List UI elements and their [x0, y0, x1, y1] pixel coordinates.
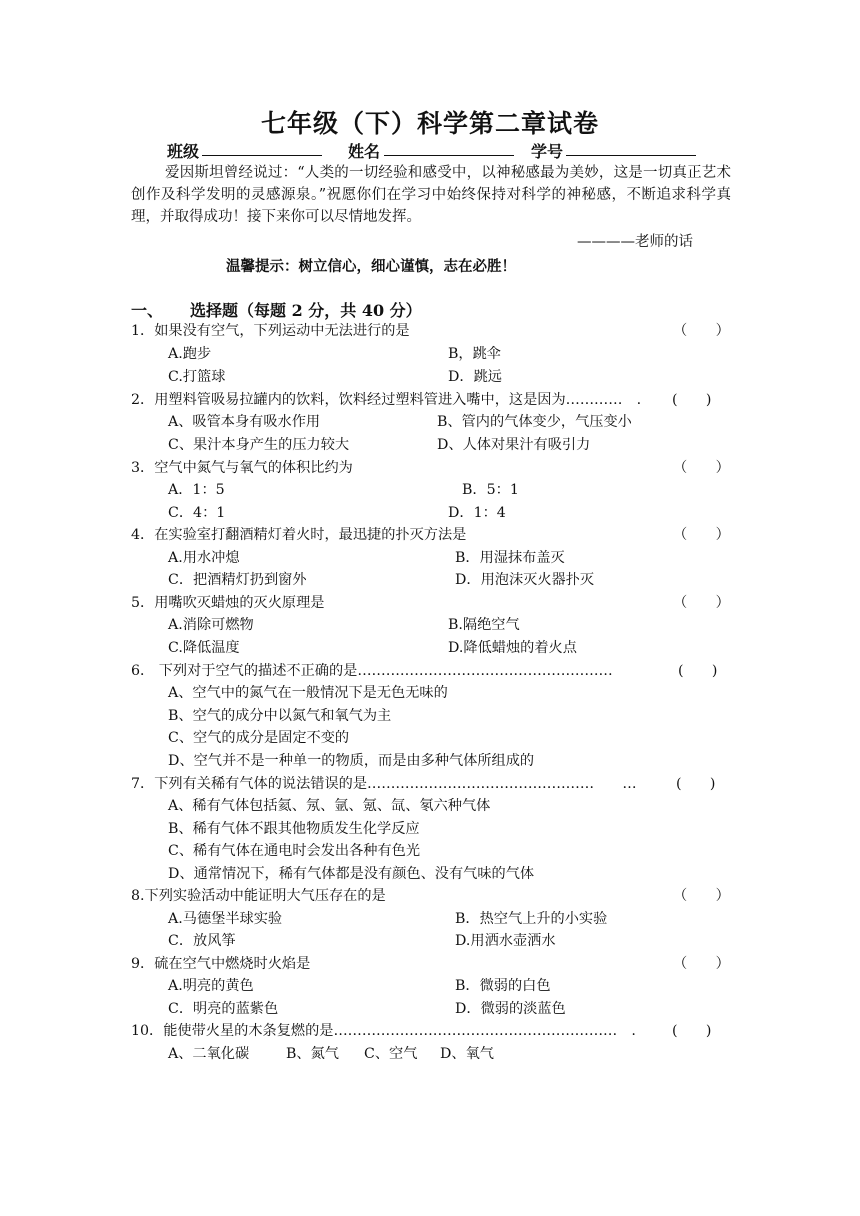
option-d[interactable]: D.用洒水壶洒水: [455, 933, 556, 949]
class-label: 班级: [167, 142, 200, 161]
name-field[interactable]: [384, 138, 514, 156]
question-stem: 7．下列有关稀有气体的说法错误的是………………………………………… …: [131, 776, 637, 792]
question-stem: 3．空气中氮气与氧气的体积比约为: [131, 460, 353, 476]
option-a[interactable]: A.消除可燃物: [168, 617, 254, 633]
option-b[interactable]: B、空气的成分中以氮气和氧气为主: [168, 708, 392, 724]
option-a[interactable]: A、二氧化碳: [168, 1046, 250, 1062]
answer-paren[interactable]: （ ）: [673, 323, 730, 339]
option-a[interactable]: A．1：5: [168, 482, 225, 498]
name-label: 姓名: [348, 142, 381, 161]
option-c[interactable]: C．4：1: [168, 505, 226, 521]
option-a[interactable]: A.跑步: [168, 346, 212, 362]
teacher-signature: ————老师的话: [577, 234, 693, 250]
option-a[interactable]: A、吸管本身有吸水作用: [168, 414, 321, 430]
option-c[interactable]: C、空气: [364, 1046, 418, 1062]
question-stem: 1．如果没有空气，下列运动中无法进行的是: [131, 323, 410, 339]
option-d[interactable]: D．跳远: [448, 369, 502, 385]
number-field[interactable]: [566, 138, 696, 156]
option-d[interactable]: D、氧气: [440, 1046, 494, 1062]
option-b[interactable]: B．5：1: [462, 482, 519, 498]
answer-paren[interactable]: ( ): [678, 663, 718, 679]
option-d[interactable]: D、人体对果汁有吸引力: [437, 437, 591, 453]
option-c[interactable]: C、稀有气体在通电时会发出各种有色光: [168, 843, 421, 859]
option-b[interactable]: B．热空气上升的小实验: [455, 911, 608, 927]
option-b[interactable]: B、管内的气体变少，气压变小: [437, 414, 632, 430]
option-c[interactable]: C、果汁本身产生的压力较大: [168, 437, 350, 453]
question-stem: 10．能使带火星的木条复燃的是…………………………………………………… .: [131, 1023, 636, 1039]
option-a[interactable]: A.用水冲熄: [168, 550, 240, 566]
question-stem: 2．用塑料管吸易拉罐内的饮料，饮料经过塑料管进入嘴中，这是因为………… .: [131, 392, 642, 408]
warm-tip: 温馨提示：树立信心，细心谨慎，志在必胜！: [226, 258, 516, 275]
option-d[interactable]: D、空气并不是一种单一的物质，而是由多种气体所组成的: [168, 753, 535, 769]
option-a[interactable]: A、空气中的氮气在一般情况下是无色无味的: [168, 685, 448, 701]
option-d[interactable]: D．1：4: [448, 505, 506, 521]
option-d[interactable]: D．用泡沫灭火器扑灭: [455, 572, 595, 588]
page-title: 七年级（下）科学第二章试卷: [260, 109, 599, 138]
answer-paren[interactable]: （ ）: [673, 460, 730, 476]
answer-paren[interactable]: ( ): [672, 1023, 712, 1039]
option-b[interactable]: B，跳伞: [448, 346, 501, 362]
number-label: 学号: [531, 142, 564, 161]
answer-paren[interactable]: （ ）: [673, 888, 730, 904]
option-c[interactable]: C．放风筝: [168, 933, 236, 949]
option-d[interactable]: D、通常情况下，稀有气体都是没有颜色、没有气味的气体: [168, 866, 535, 882]
answer-paren[interactable]: ( ): [676, 776, 716, 792]
option-b[interactable]: B．用湿抹布盖灭: [455, 550, 565, 566]
question-stem: 9．硫在空气中燃烧时火焰是: [131, 956, 311, 972]
answer-paren[interactable]: （ ）: [673, 956, 730, 972]
option-a[interactable]: A.明亮的黄色: [168, 978, 254, 994]
intro-paragraph: 爱因斯坦曾经说过：“人类的一切经验和感受中，以神秘感最为美妙，这是一切真正艺术创作及科学发明的灵感源泉。”祝愿你们在学习中始终保持对科学的神秘感，不断追求科学真理，并取得成功！接下来你可以尽情地发挥。: [131, 165, 731, 225]
option-c[interactable]: C.打篮球: [168, 369, 226, 385]
question-stem: 6． 下列对于空气的描述不正确的是………………………………………………: [131, 663, 613, 679]
option-c[interactable]: C．把酒精灯扔到窗外: [168, 572, 307, 588]
option-b[interactable]: B、稀有气体不跟其他物质发生化学反应: [168, 821, 420, 837]
answer-paren[interactable]: （ ）: [673, 595, 730, 611]
option-a[interactable]: A、稀有气体包括氦、氖、氩、氪、氙、氡六种气体: [168, 798, 491, 814]
option-b[interactable]: B、氮气: [286, 1046, 339, 1062]
answer-paren[interactable]: ( ): [672, 392, 712, 408]
question-stem: 5．用嘴吹灭蜡烛的灭火原理是: [131, 595, 325, 611]
option-c[interactable]: C.降低温度: [168, 640, 240, 656]
class-field[interactable]: [202, 138, 322, 156]
option-d[interactable]: D.降低蜡烛的着火点: [448, 640, 577, 656]
option-d[interactable]: D．微弱的淡蓝色: [455, 1001, 566, 1017]
question-stem: 8.下列实验活动中能证明大气压存在的是: [131, 888, 386, 904]
question-stem: 4．在实验室打翻酒精灯着火时，最迅捷的扑灭方法是: [131, 527, 467, 543]
answer-paren[interactable]: （ ）: [673, 527, 730, 543]
option-c[interactable]: C、空气的成分是固定不变的: [168, 730, 350, 746]
option-b[interactable]: B．微弱的白色: [455, 978, 551, 994]
option-b[interactable]: B.隔绝空气: [448, 617, 520, 633]
option-c[interactable]: C．明亮的蓝紫色: [168, 1001, 279, 1017]
section-number: 一、: [131, 301, 164, 320]
option-a[interactable]: A.马德堡半球实验: [168, 911, 283, 927]
section-title: 选择题（每题 2 分，共 40 分）: [190, 301, 422, 320]
